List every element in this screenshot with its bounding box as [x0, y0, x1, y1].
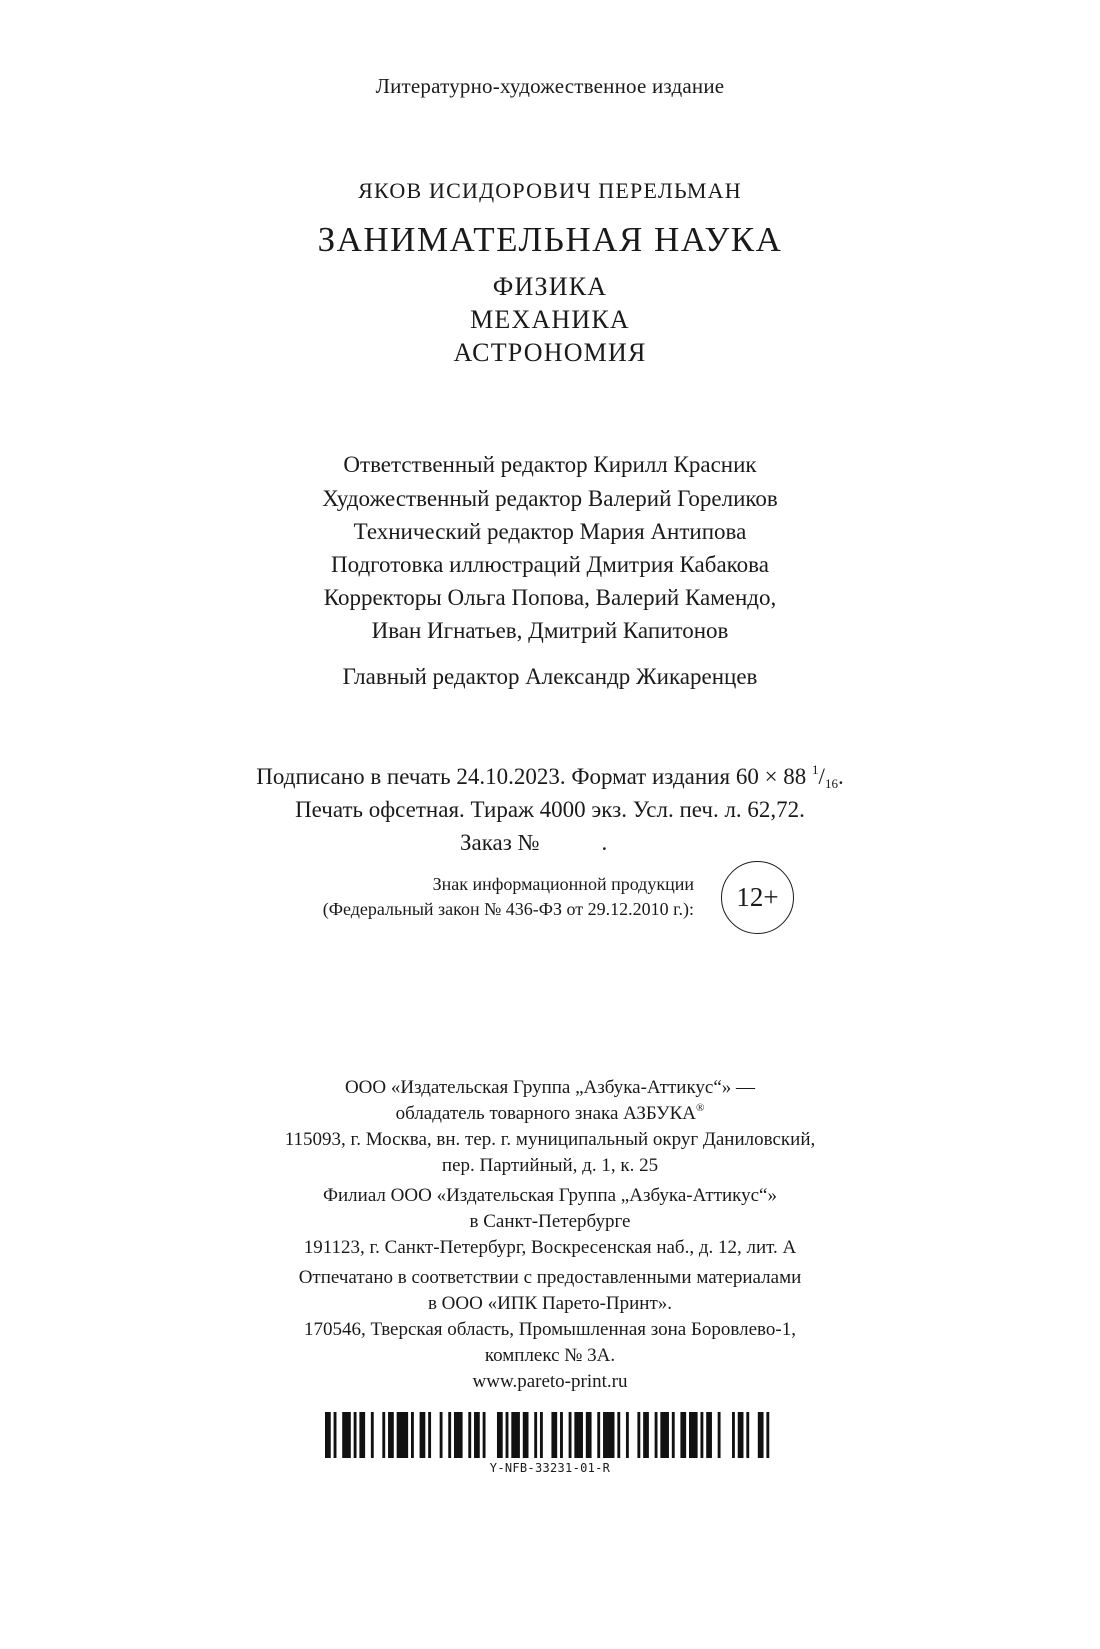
- barcode-bar: [617, 1412, 620, 1458]
- barcode-bar: [758, 1412, 764, 1458]
- subtitle-mechanics: МЕХАНИКА: [470, 305, 630, 334]
- print-signed-format: Подписано в печать 24.10.2023. Формат издания 60 × 88: [256, 764, 807, 789]
- chief-editor: Главный редактор Александр Жикаренцев: [342, 664, 758, 689]
- barcode-bar: [680, 1412, 686, 1458]
- age-rating-badge: [721, 861, 794, 934]
- age-rating-value: 12+: [736, 882, 779, 912]
- barcode-bar: [603, 1412, 614, 1458]
- barcode-bar: [672, 1412, 675, 1458]
- barcode-bar: [534, 1412, 537, 1458]
- barcode-bar: [689, 1412, 698, 1458]
- barcode-bar: [511, 1412, 520, 1458]
- barcode-bar: [359, 1412, 365, 1458]
- barcode-bar: [626, 1412, 629, 1458]
- printer-address-line2: комплекс № 3А.: [484, 1345, 616, 1366]
- credit-illustrations: Подготовка иллюстраций Дмитрия Кабакова: [331, 552, 769, 577]
- edition-type: Литературно-художественное издание: [375, 74, 725, 98]
- publisher-address-line2: пер. Партийный, д. 1, к. 25: [441, 1155, 659, 1176]
- barcode-bar: [718, 1412, 721, 1458]
- print-info-line2: Печать офсетная. Тираж 4000 экз. Усл. печ. л. 62,72.: [295, 797, 805, 822]
- credit-art-editor: Художественный редактор Валерий Гореликов: [322, 486, 778, 511]
- subtitle-astronomy: АСТРОНОМИЯ: [453, 338, 647, 367]
- barcode-bar: [342, 1412, 351, 1458]
- barcode-bar: [586, 1412, 592, 1458]
- book-title: ЗАНИМАТЕЛЬНАЯ НАУКА: [317, 220, 783, 259]
- format-fraction-slash: /: [818, 764, 825, 789]
- barcode-bar: [474, 1412, 480, 1458]
- print-line1-end: .: [837, 764, 844, 789]
- branch-line2: в Санкт-Петербурге: [469, 1211, 631, 1232]
- barcode-bar: [388, 1412, 394, 1458]
- barcode-bar: [643, 1412, 649, 1458]
- barcode-bar: [551, 1412, 557, 1458]
- age-rating-label: [270, 872, 694, 922]
- barcode-bar: [468, 1412, 471, 1458]
- barcode-code: Y-NFB-33231-01-R: [489, 1461, 611, 1475]
- printer-website: www.pareto-print.ru: [472, 1371, 628, 1392]
- barcode-bar: [560, 1412, 563, 1458]
- branch-address: 191123, г. Санкт-Петербург, Воскресенская наб., д. 12, лит. А: [303, 1237, 797, 1258]
- barcode-bar: [497, 1412, 503, 1458]
- order-label: Заказ №: [460, 830, 540, 855]
- publisher-line2: [0, 1103, 1100, 1125]
- barcode-bar: [382, 1412, 385, 1458]
- printer-line2: в ООО «ИПК Парето-Принт».: [427, 1293, 673, 1314]
- age-rating-label-line2: (Федеральный закон № 436-ФЗ от 29.12.2010 г.):: [322, 899, 694, 919]
- barcode-bar: [448, 1412, 451, 1458]
- credit-proofreaders-line1: Корректоры Ольга Попова, Валерий Камендо,: [323, 585, 777, 610]
- barcode-bar: [523, 1412, 529, 1458]
- format-fraction-numerator: 1: [812, 762, 819, 777]
- barcode-image: [325, 1412, 775, 1458]
- barcode-bar: [371, 1412, 374, 1458]
- barcode-bar: [637, 1412, 640, 1458]
- printer-address-line1: 170546, Тверская область, Промышленная зона Боровлево-1,: [304, 1319, 796, 1340]
- barcode-bar: [746, 1412, 749, 1458]
- barcode-bar: [655, 1412, 658, 1458]
- registered-trademark-symbol: ®: [696, 1102, 705, 1114]
- publisher-address-line1: 115093, г. Москва, вн. тер. г. муниципальный округ Даниловский,: [284, 1129, 816, 1150]
- barcode-bar: [420, 1412, 426, 1458]
- barcode-bar: [440, 1412, 443, 1458]
- barcode-bar: [354, 1412, 357, 1458]
- barcode-bar: [660, 1412, 669, 1458]
- barcode-bar: [428, 1412, 431, 1458]
- age-rating-label-line1: Знак информационной продукции: [432, 874, 694, 894]
- credit-responsible-editor: Ответственный редактор Кирилл Красник: [343, 452, 757, 477]
- barcode-bar: [574, 1412, 583, 1458]
- order-number-line: [460, 830, 607, 856]
- barcode-bar: [506, 1412, 509, 1458]
- print-info-line1: [0, 764, 1100, 790]
- order-end: .: [601, 830, 608, 855]
- branch-line1: Филиал ООО «Издательская Группа „Азбука-Аттикус“»: [323, 1185, 777, 1206]
- format-fraction: [812, 762, 838, 791]
- barcode-bar: [766, 1412, 769, 1458]
- barcode-bar: [540, 1412, 543, 1458]
- barcode-bar: [732, 1412, 735, 1458]
- barcode-bar: [483, 1412, 486, 1458]
- credit-technical-editor: Технический редактор Мария Антипова: [353, 519, 747, 544]
- barcode-bar: [700, 1412, 703, 1458]
- publisher-line1: ООО «Издательская Группа „Азбука-Аттикус“» —: [344, 1077, 756, 1098]
- subtitle-physics: ФИЗИКА: [492, 272, 608, 301]
- barcode-bar: [325, 1412, 331, 1458]
- barcode-bar: [334, 1412, 337, 1458]
- barcode-bar: [738, 1412, 744, 1458]
- barcode-bar: [411, 1412, 414, 1458]
- barcode-bar: [454, 1412, 463, 1458]
- format-fraction-denominator: 16: [824, 776, 838, 791]
- barcode-bar: [597, 1412, 600, 1458]
- printer-line1: Отпечатано в соответствии с предоставленными материалами: [298, 1267, 802, 1288]
- barcode-bar: [706, 1412, 712, 1458]
- credit-proofreaders-line2: Иван Игнатьев, Дмитрий Капитонов: [371, 618, 729, 643]
- barcode-bar: [569, 1412, 572, 1458]
- barcode-bar: [397, 1412, 408, 1458]
- author-name: ЯКОВ ИСИДОРОВИЧ ПЕРЕЛЬМАН: [358, 178, 742, 203]
- publisher-trademark-text: обладатель товарного знака АЗБУКА: [395, 1103, 697, 1124]
